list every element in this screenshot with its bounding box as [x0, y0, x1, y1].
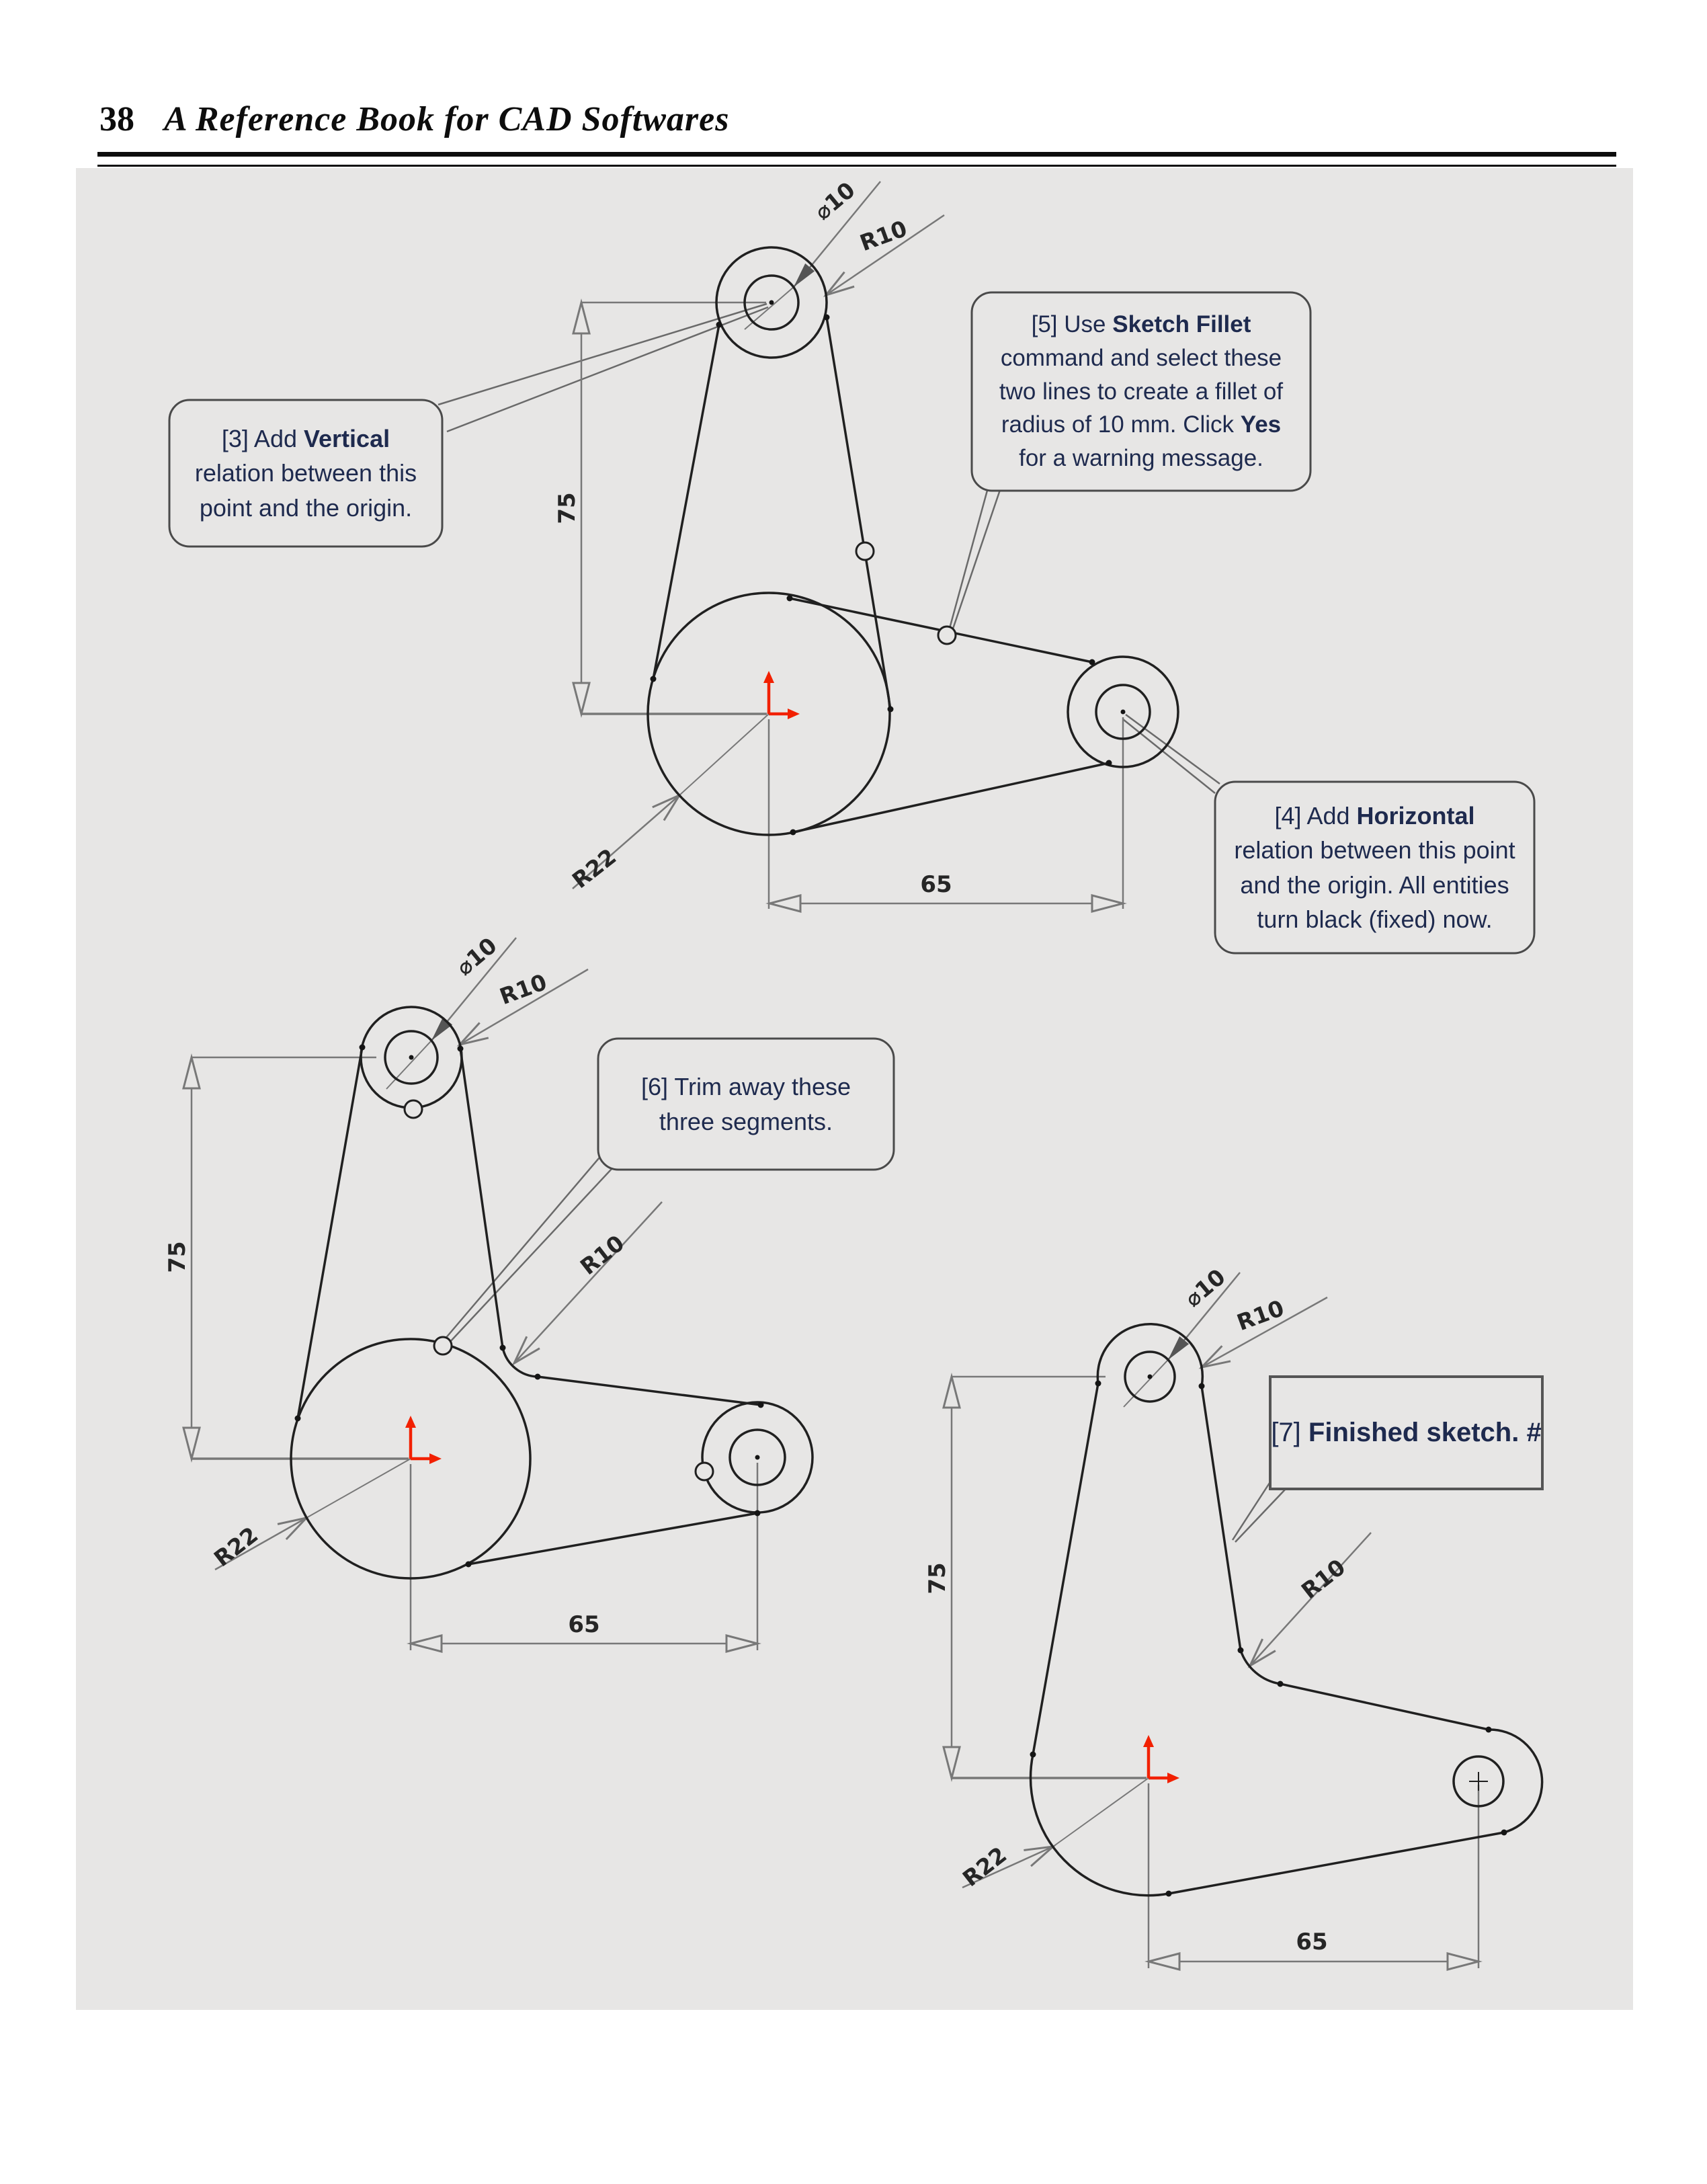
callout-6-line2: three segments.: [659, 1107, 833, 1135]
dim-dia10-label: ⌀10: [809, 176, 860, 225]
callout-6: [598, 1039, 894, 1170]
callout-4-line2: relation between this point: [1234, 836, 1515, 864]
dim-65-label: 65: [568, 1611, 600, 1638]
callout-4-line3: and the origin. All entities: [1240, 871, 1509, 899]
origin-marker-sk1: [763, 671, 800, 719]
origin-marker-sk2: [405, 1416, 442, 1464]
callout-5-line3: two lines to create a fillet of: [999, 378, 1284, 405]
dim-r22-label: R22: [957, 1841, 1012, 1892]
callout-6-line1: [6] Trim away these: [640, 1073, 851, 1101]
page-number: 38: [99, 100, 134, 138]
callout-3-line3: point and the origin.: [199, 493, 413, 522]
callout-3-bold: Vertical: [304, 425, 390, 453]
dim-65-label: 65: [920, 871, 952, 898]
dim-r10-label: R10: [856, 215, 911, 257]
callout-7: [1270, 1377, 1542, 1489]
left-tangent-line: [298, 1047, 362, 1418]
origin-marker-sk3: [1143, 1735, 1179, 1783]
callout-3-line2: relation between this: [194, 459, 417, 487]
callout-4: [1215, 782, 1534, 953]
sketch-3: [924, 1264, 1542, 1968]
dim-r10-label: R10: [1233, 1295, 1288, 1336]
callout-5-line2: command and select these: [1000, 344, 1282, 371]
dim-labels-sk3: [924, 1264, 1350, 1955]
dim-r22-label: R22: [208, 1521, 263, 1572]
dim-75-label: 75: [554, 492, 581, 524]
callout-7-line1: [7]: [1271, 1418, 1308, 1448]
page-title: A Reference Book for CAD Softwares: [164, 100, 730, 138]
callout-3: [169, 400, 442, 547]
callout-5-line1: [5] Use: [1031, 311, 1113, 338]
dim-dia10-label: ⌀10: [451, 932, 502, 981]
callout-5-line4: radius of 10 mm. Click: [1001, 411, 1241, 438]
right-tangent-line: [827, 317, 890, 709]
callout-4-line1: [4] Add: [1274, 802, 1357, 830]
callout-5: [972, 292, 1310, 491]
dim-r10-fillet-label: R10: [575, 1229, 630, 1281]
callout-7-bold: Finished sketch. #: [1308, 1418, 1542, 1448]
callout-3-line1: [3] Add: [221, 425, 304, 453]
callout-5-bold2: Yes: [1240, 411, 1282, 438]
callout-4-bold: Horizontal: [1356, 802, 1475, 830]
sketch-1: [438, 177, 1220, 909]
dim-lines-sk1: [573, 181, 1123, 909]
dim-dia10-label: ⌀10: [1179, 1263, 1231, 1312]
bottom-tangent-line: [793, 763, 1109, 832]
dim-65-label: 65: [1296, 1929, 1328, 1955]
dim-labels-sk1: [554, 177, 952, 898]
dim-75-label: 75: [924, 1562, 951, 1594]
callout-5-line5: for a warning message.: [1019, 445, 1263, 472]
dim-r10-label: R10: [496, 969, 550, 1010]
dim-labels-sk2: [164, 932, 629, 1638]
callout-5-bold: Sketch Fillet: [1112, 311, 1251, 338]
callout-4-line4: turn black (fixed) now.: [1257, 905, 1493, 933]
dim-r22-label: R22: [567, 843, 622, 894]
dim-75-label: 75: [164, 1241, 191, 1273]
dim-r10-fillet-label: R10: [1296, 1553, 1351, 1605]
